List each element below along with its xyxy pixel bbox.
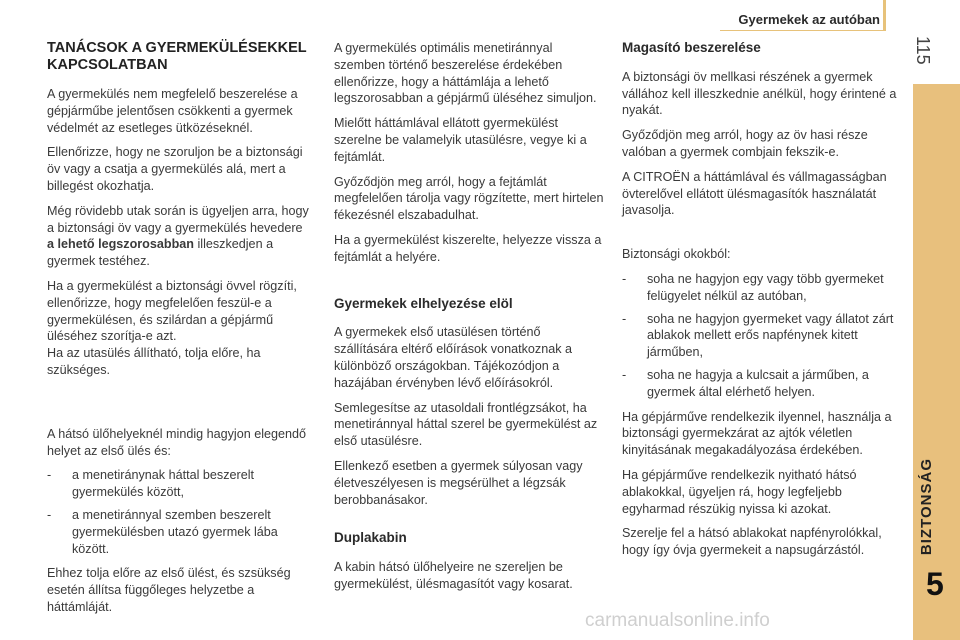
safety-list: [622, 271, 902, 401]
paragraph: A kabin hátsó ülőhelyeire ne szereljen be gyermekülést, ülésmagasítót vagy kosarat.: [334, 560, 573, 591]
paragraph: Ha az utasülés állítható, tolja előre, ha szükséges.: [47, 346, 261, 377]
paragraph: Ha gépjárműve rendelkezik nyitható hátsó ablakokkal, ügyeljen rá, hogy legfeljebb egyharmad részükig nyissa ki azokat.: [622, 467, 857, 516]
paragraph: Győződjön meg arról, hogy a fejtámlát megfelelően tárolja vagy rögzítette, mert hirtelen fékezésnél elszabadulhat.: [334, 174, 604, 223]
paragraph: Ehhez tolja előre az első ülést, és szsükség esetén állítsa függőleges helyzetbe a háttámláját.: [47, 566, 291, 614]
list-item: - a menetiránnyal szemben beszerelt gyermekülésben utazó gyermek lába között.: [47, 507, 311, 557]
chapter-number: 5: [926, 566, 944, 602]
paragraph: Mielőtt háttámlával ellátott gyermekülést szerelne be valamelyik utasülésre, vegye ki a fejtámlát.: [334, 116, 587, 164]
paragraph: A CITROËN a háttámlával és vállmagasságban övterelővel ellátott ülésmagasítók használatát javasolja.: [622, 169, 887, 218]
rear-seat-list: [47, 467, 311, 557]
paragraph: Ha a gyermekülést a biztonsági övvel rögzíti, ellenőrizze, hogy megfelelően feszül-e a gyermekülésen, és szilárdan a gépjármű üléséhez szorítja-e azt.: [47, 278, 297, 344]
column-2: [334, 40, 606, 601]
paragraph: A gyermekek első utasülésen történő szállítására eltérő előírások vonatkoznak a különböző országokban. Tájékozódjon a hazájában érvényben lévő előírásokról.: [334, 325, 573, 390]
list-item: - a menetiránynak háttal beszerelt gyermekülés között,: [47, 467, 311, 501]
section-heading-booster: Magasító beszerelése: [622, 40, 761, 55]
column-3: [622, 40, 902, 567]
paragraph-text: Még rövidebb utak során is ügyeljen arra, hogy a biztonsági öv vagy a gyermekülés hevedere: [47, 203, 309, 235]
paragraph: A biztonsági öv mellkasi részének a gyermek vállához kell illeszkednie anélkül, hogy érintené a nyakát.: [622, 69, 897, 118]
list-item: - soha ne hagyjon egy vagy több gyermeket felügyelet nélkül az autóban,: [622, 271, 902, 305]
paragraph: Ha gépjárműve rendelkezik ilyennel, használja a biztonsági gyermekzárat az ajtók véletlen kinyitásának megakadályozása érdekében.: [622, 409, 892, 458]
chapter-side-tab: [913, 84, 960, 640]
chapter-side-label: BIZTONSÁG: [918, 458, 935, 556]
paragraph: Győződjön meg arról, hogy az öv hasi része valóban a gyermek combjain fekszik-e.: [622, 128, 868, 159]
paragraph: Szerelje fel a hátsó ablakokat napfényrolókkal, hogy így óvja gyermekeit a napsugárzástól.: [622, 526, 882, 558]
section-header-title: Gyermekek az autóban: [738, 12, 880, 27]
paragraph: A hátsó ülőhelyeknél mindig hagyjon elegendő helyet az első ülés és:: [47, 426, 307, 458]
header-accent-bar: [883, 0, 886, 30]
paragraph: Biztonsági okokból:: [622, 247, 731, 262]
paragraph: Semlegesítse az utasoldali frontlégzsákot, ha menetiránnyal háttal szerel be gyermekülést az első utasülésre.: [334, 400, 598, 449]
page-number: 115: [913, 36, 933, 65]
header-divider: [720, 30, 886, 31]
paragraph: Ellenkező esetben a gyermek súlyosan vagy életveszélyesen is megsérülhet a légzsák berobbanásakor.: [334, 458, 583, 507]
emphasis-text: a lehető legszorosabban: [47, 237, 194, 252]
paragraph: A gyermekülés nem megfelelő beszerelése a gépjárműbe jelentősen csökkenti a gyermek védelmét az esetleges ütközéseknél.: [47, 87, 298, 135]
paragraph: A gyermekülés optimális menetiránnyal szemben történő beszerelése érdekében ellenőrizze, hogy a háttámlája a lehető legszorosabban a gépjármű üléséhez simuljon.: [334, 41, 597, 106]
list-item: - soha ne hagyjon gyermeket vagy állatot zárt ablakok mellett erős napfénynek kitett járműben,: [622, 311, 902, 361]
paragraph: Ha a gyermekülést kiszerelte, helyezze vissza a fejtámlát a helyére.: [334, 232, 602, 264]
list-item: - soha ne hagyja a kulcsait a járműben, a gyermek által elérhető helyen.: [622, 367, 902, 401]
watermark-text: carmanualsonline.info: [585, 610, 770, 631]
section-heading-front: Gyermekek elhelyezése elöl: [334, 295, 513, 311]
section-heading-double-cab: Duplakabin: [334, 530, 407, 546]
paragraph: Ellenőrizze, hogy ne szoruljon be a biztonsági öv vagy a csatja a gyermekülés alá, mert a billegést okozhatja.: [47, 145, 303, 193]
paragraph: [47, 203, 311, 270]
paragraph-text: illeszkedjen a gyermek testéhez.: [47, 237, 274, 269]
column-1: [47, 40, 311, 624]
main-heading: TANÁCSOK A GYERMEKÜLÉSEKKEL KAPCSOLATBAN: [47, 40, 307, 73]
